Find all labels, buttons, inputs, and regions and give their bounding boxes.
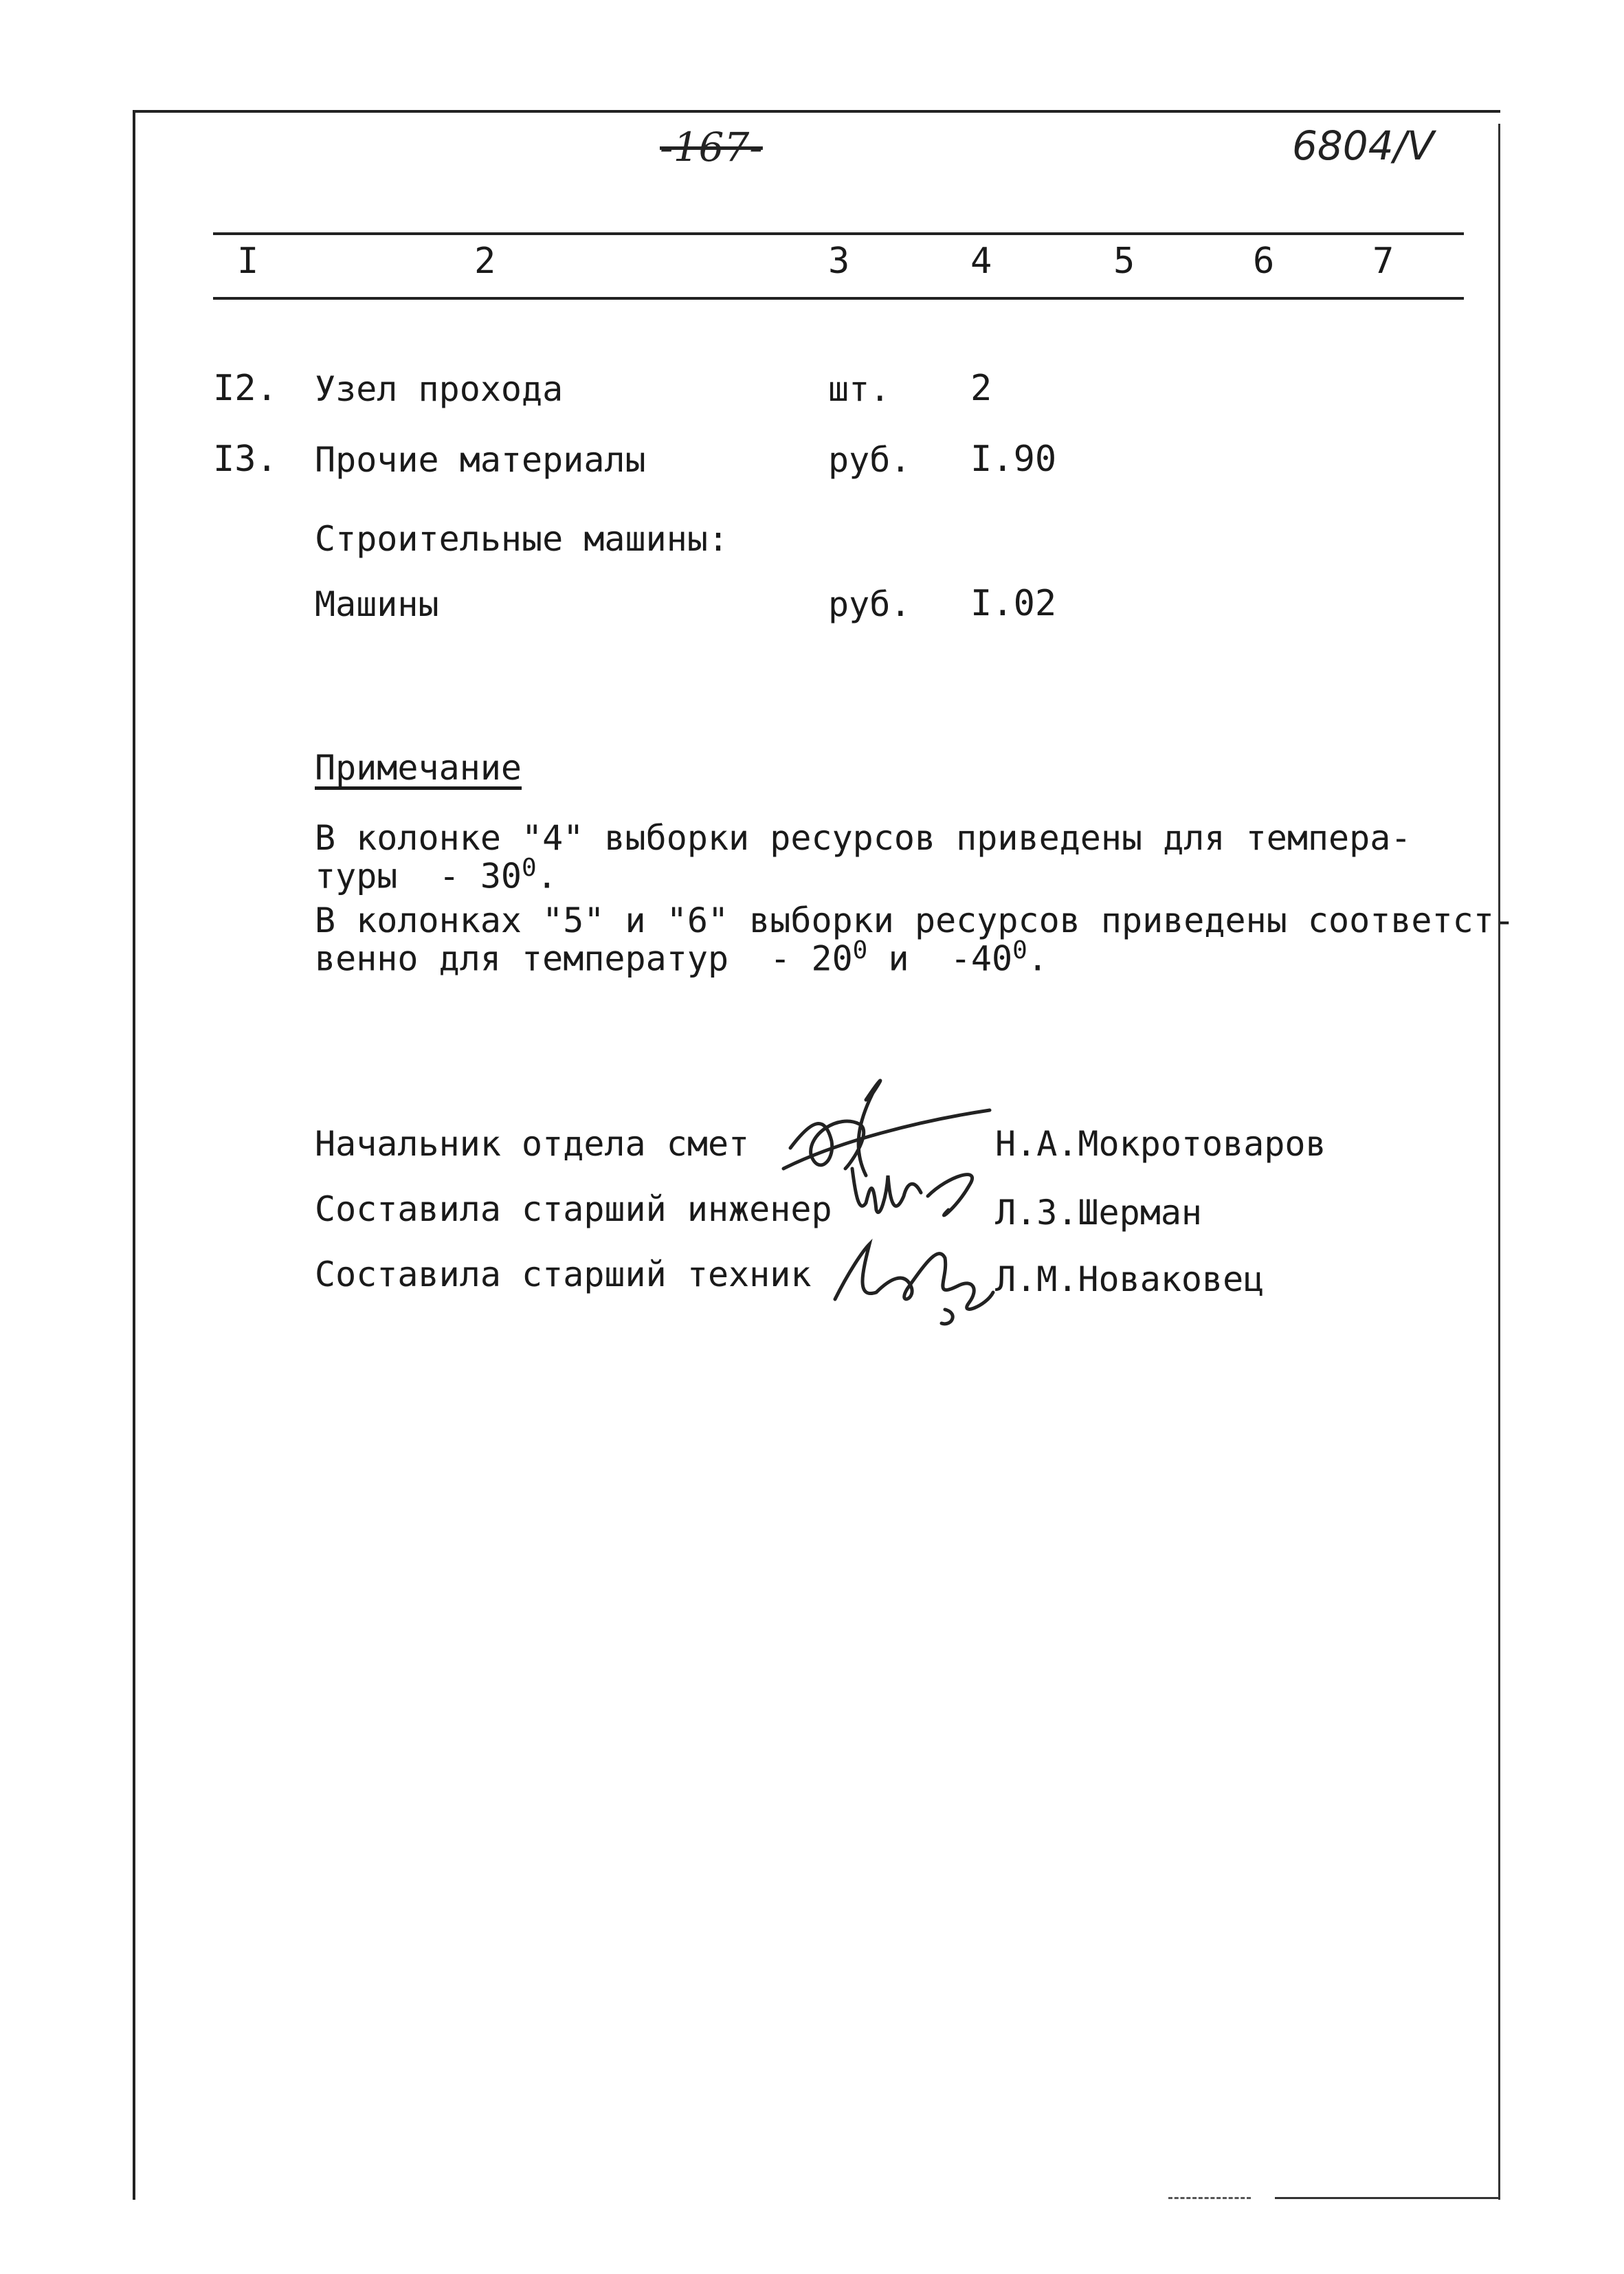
signature-role: Составила старший инженер	[315, 1189, 832, 1229]
signature-person: Н.А.Мокротоваров	[995, 1124, 1326, 1164]
row-unit: руб.	[828, 440, 911, 480]
column-header-1: I	[237, 241, 259, 282]
row-name: Прочие материалы	[315, 440, 646, 480]
signature-person: Л.З.Шерман	[995, 1193, 1203, 1233]
row-number: I2.	[213, 368, 278, 409]
handwritten-signature	[845, 1155, 1003, 1230]
page-frame-top	[133, 110, 1500, 113]
machines-value: I.02	[970, 583, 1057, 624]
signature-role: Начальник отдела смет	[315, 1124, 750, 1164]
signature-role: Составила старший техник	[315, 1255, 812, 1294]
row-value: 2	[970, 368, 992, 409]
signature-person: Л.М.Новаковец	[995, 1259, 1265, 1299]
note-line: В колонке "4" выборки ресурсов приведены для темпера-	[315, 818, 1412, 858]
row-name: Узел прохода	[315, 369, 564, 409]
page-frame-right	[1498, 124, 1500, 2200]
machines-heading: Строительные машины:	[315, 519, 729, 559]
column-header-2: 2	[474, 241, 496, 282]
note-line: туры - $30^0$.	[315, 854, 557, 896]
row-unit: шт.	[828, 369, 891, 409]
row-number: I3.	[213, 439, 278, 480]
machines-name: Машины	[315, 584, 439, 624]
page-frame-bottom	[1275, 2197, 1500, 2199]
machines-unit: руб.	[828, 584, 911, 624]
table-bottom-rule	[213, 297, 1464, 300]
note-line: В колонках "5" и "6" выборки ресурсов приведены соответст-	[315, 901, 1515, 940]
page-frame-left	[133, 110, 135, 2200]
column-header-5: 5	[1113, 241, 1135, 282]
column-header-7: 7	[1372, 241, 1394, 282]
page-number: -167-	[660, 124, 763, 170]
table-top-rule	[213, 232, 1464, 235]
document-code: 6804/V	[1292, 122, 1434, 169]
row-value: I.90	[970, 439, 1057, 480]
handwritten-signature	[821, 1224, 1000, 1327]
column-header-3: 3	[828, 241, 850, 282]
note-line: венно для температур - $20^0$ и $-40^0$.	[315, 936, 1048, 979]
column-header-4: 4	[970, 241, 992, 282]
note-title: Примечание	[315, 748, 522, 788]
column-header-6: 6	[1253, 241, 1275, 282]
page-frame-bottom-dash	[1168, 2197, 1251, 2199]
